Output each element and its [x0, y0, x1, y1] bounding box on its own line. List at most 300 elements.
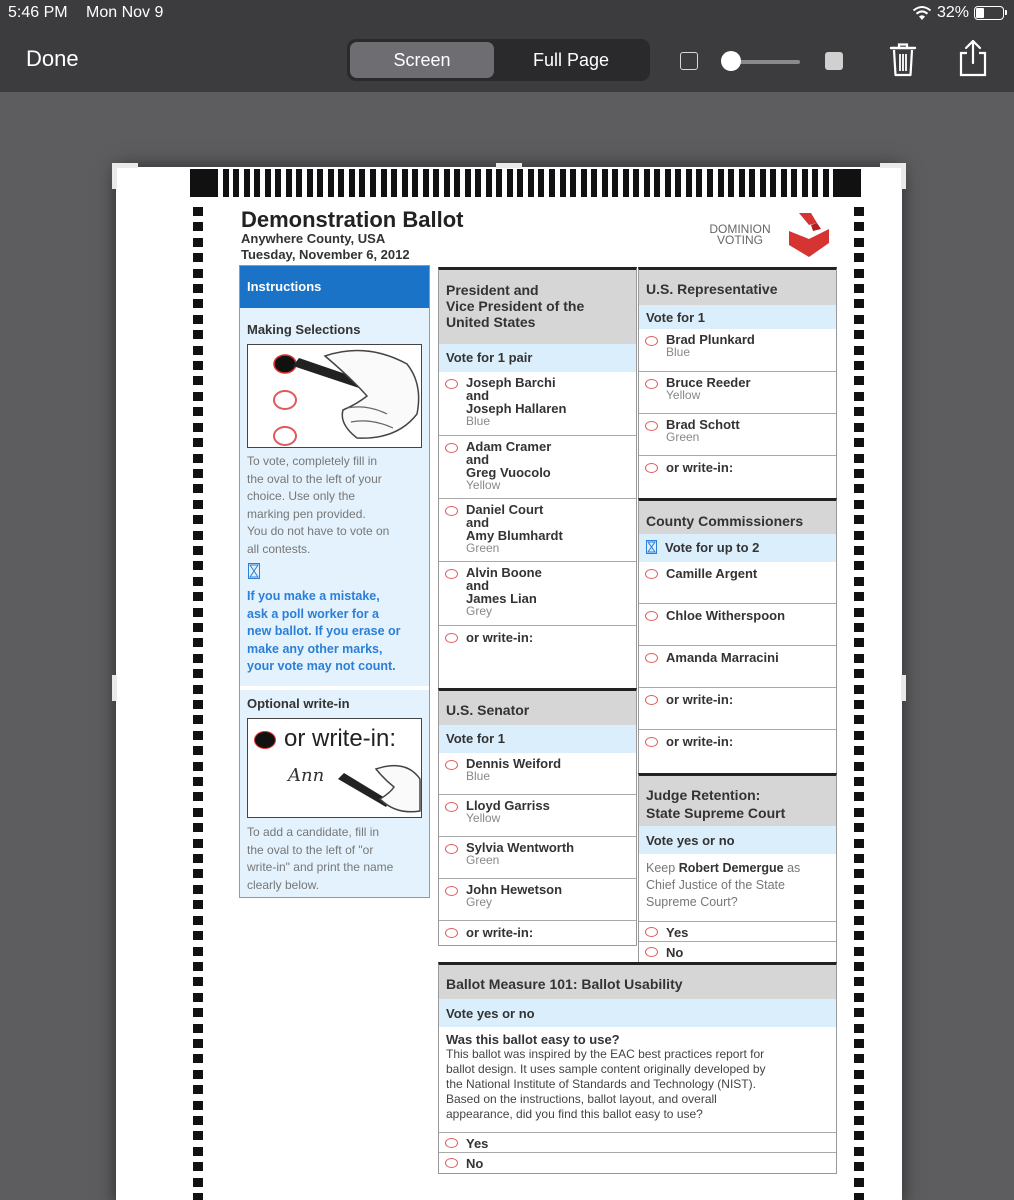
- yes-row[interactable]: [439, 1132, 836, 1153]
- candidate-name: Amy Blumhardt: [466, 528, 563, 543]
- timing-mark: [854, 962, 864, 971]
- barcode-bar: [223, 169, 229, 197]
- president-header: [439, 270, 636, 344]
- timing-mark: [854, 284, 864, 293]
- vote-oval[interactable]: [445, 760, 458, 770]
- barcode-bar: [749, 169, 755, 197]
- timing-mark: [854, 1116, 864, 1125]
- warn-line: make any other marks,: [247, 641, 383, 656]
- timing-mark: [854, 423, 864, 432]
- candidate-row[interactable]: [639, 646, 836, 688]
- barcode-bar: [254, 169, 260, 197]
- timing-mark: [193, 715, 203, 724]
- timing-mark: [854, 484, 864, 493]
- writein-line: clearly below.: [247, 877, 320, 892]
- warn-line: your vote may not count.: [247, 659, 396, 673]
- timing-mark: [193, 315, 203, 324]
- candidate-row[interactable]: [439, 795, 636, 837]
- barcode-bar: [244, 169, 250, 197]
- writein-label: or write-in:: [666, 734, 734, 749]
- contest-county-commissioners: [638, 498, 837, 776]
- q-keep: Keep: [646, 861, 676, 875]
- header-line: United States: [446, 314, 536, 330]
- writein-label: or write-in:: [666, 460, 734, 475]
- no-label: No: [466, 1156, 484, 1171]
- timing-mark: [193, 1024, 203, 1033]
- representative-header: U.S. Representative: [639, 270, 836, 305]
- ballot-county: Anywhere County, USA: [241, 231, 386, 246]
- timing-mark: [193, 222, 203, 231]
- timing-mark: [193, 1070, 203, 1079]
- warn-line: If you make a mistake,: [247, 589, 380, 603]
- timing-mark: [193, 531, 203, 540]
- timing-mark: [193, 608, 203, 617]
- timing-mark: [193, 869, 203, 878]
- vote-oval[interactable]: [445, 569, 458, 579]
- senator-vote-for: Vote for 1: [439, 725, 636, 753]
- candidate-name: Dennis Weiford: [466, 756, 562, 771]
- barcode-bar: [486, 169, 492, 197]
- barcode-bar: [538, 169, 544, 197]
- contest-judge-retention: [638, 773, 837, 963]
- barcode-bar: [381, 169, 387, 197]
- writein-row[interactable]: [639, 688, 836, 730]
- candidate-row[interactable]: [439, 837, 636, 879]
- timing-mark: [193, 253, 203, 262]
- candidate-and: and: [466, 515, 490, 530]
- candidate-name: James Lian: [466, 591, 537, 606]
- timing-mark: [193, 977, 203, 986]
- screen-fullpage-segmented-control: [347, 39, 650, 81]
- timing-mark: [854, 869, 864, 878]
- timing-mark: [854, 762, 864, 771]
- timing-mark: [193, 777, 203, 786]
- vote-oval[interactable]: [445, 1138, 458, 1148]
- timing-mark: [193, 423, 203, 432]
- body-line: the National Institute of Standards and Technology (NIST).: [446, 1077, 756, 1091]
- timing-mark: [854, 947, 864, 956]
- timing-mark: [854, 900, 864, 909]
- timing-mark: [193, 839, 203, 848]
- filled-oval-icon: [254, 731, 276, 749]
- contest-representative: [638, 267, 837, 499]
- timing-mark: [854, 608, 864, 617]
- timing-mark: [854, 885, 864, 894]
- measure-body: [446, 1047, 836, 1122]
- crop-handle[interactable]: [901, 675, 906, 701]
- vote-oval[interactable]: [445, 844, 458, 854]
- barcode-bar: [275, 169, 281, 197]
- timing-mark: [193, 808, 203, 817]
- timing-mark: [193, 762, 203, 771]
- timing-mark: [854, 1039, 864, 1048]
- crop-handle[interactable]: [901, 163, 906, 189]
- timing-mark: [854, 823, 864, 832]
- ballot-page: [116, 167, 902, 1200]
- barcode-bar: [560, 169, 566, 197]
- barcode-bar: [412, 169, 418, 197]
- candidate-row[interactable]: [439, 753, 636, 795]
- candidate-row[interactable]: [439, 562, 636, 626]
- barcode-bar: [465, 169, 471, 197]
- timing-mark: [854, 1147, 864, 1156]
- judge-name: Robert Demergue: [678, 861, 784, 875]
- barcode-bar: [402, 169, 408, 197]
- ballot-barcode: [190, 169, 862, 197]
- timing-mark: [854, 269, 864, 278]
- timing-mark: [193, 746, 203, 755]
- barcode-bar: [233, 169, 239, 197]
- q-line: Supreme Court?: [646, 895, 738, 909]
- writein-label: or write-in:: [666, 692, 734, 707]
- timing-mark: [193, 854, 203, 863]
- body-line: ballot design. It uses sample content originally developed by: [446, 1062, 766, 1076]
- candidate-name: Sylvia Wentworth: [466, 840, 575, 855]
- timing-mark: [854, 931, 864, 940]
- barcode-bar: [770, 169, 776, 197]
- barcode-bar: [349, 169, 355, 197]
- share-icon[interactable]: [955, 38, 991, 78]
- timing-mark: [193, 1054, 203, 1063]
- vote-oval[interactable]: [645, 653, 658, 663]
- body-line: This ballot was inspired by the EAC best practices report for: [446, 1047, 765, 1061]
- vote-oval[interactable]: [445, 886, 458, 896]
- writein-row[interactable]: [639, 456, 836, 500]
- barcode-bar: [496, 169, 502, 197]
- timing-mark: [193, 823, 203, 832]
- barcode-bar: [190, 169, 218, 197]
- candidate-party: Blue: [466, 414, 491, 428]
- timing-mark: [854, 715, 864, 724]
- timing-mark: [854, 207, 864, 216]
- candidate-name: Alvin Boone: [466, 565, 542, 580]
- ballot-date: Tuesday, November 6, 2012: [241, 247, 410, 262]
- header-line: Judge Retention:: [646, 787, 761, 803]
- timing-mark: [193, 731, 203, 740]
- vote-oval[interactable]: [445, 443, 458, 453]
- timing-mark: [193, 947, 203, 956]
- battery-icon: [974, 6, 1004, 20]
- q-as: as: [787, 861, 801, 875]
- timing-mark: [193, 993, 203, 1002]
- trash-icon[interactable]: [884, 40, 922, 78]
- dominion-logo: [699, 209, 834, 257]
- writein-line: write-in" and print the name: [247, 860, 394, 874]
- candidate-name: Joseph Barchi: [466, 375, 556, 390]
- timing-marks-right: [854, 207, 864, 1200]
- timing-mark: [854, 792, 864, 801]
- writein-instructions: [247, 824, 429, 894]
- body-line: Based on the instructions, ballot layout, and overall: [446, 1092, 717, 1106]
- writein-row[interactable]: [439, 626, 636, 690]
- candidate-name: Adam Cramer: [466, 439, 552, 454]
- timing-mark: [854, 376, 864, 385]
- candidate-row[interactable]: [439, 879, 636, 921]
- timing-mark: [854, 330, 864, 339]
- barcode-bar: [696, 169, 702, 197]
- timing-mark: [193, 1178, 203, 1187]
- crop-handle[interactable]: [496, 163, 522, 168]
- vote-oval[interactable]: [645, 379, 658, 389]
- barcode-bar: [317, 169, 323, 197]
- instr-line: the oval to the left of your: [247, 471, 382, 486]
- timing-mark: [193, 438, 203, 447]
- timing-mark: [854, 1085, 864, 1094]
- timing-mark: [854, 700, 864, 709]
- barcode-bar: [833, 169, 861, 197]
- barcode-bar: [602, 169, 608, 197]
- timing-mark: [193, 885, 203, 894]
- vote-oval[interactable]: [645, 947, 658, 957]
- done-button[interactable]: Done: [26, 46, 79, 71]
- barcode-bar: [812, 169, 818, 197]
- tab-screen[interactable]: Screen: [350, 42, 494, 78]
- timing-mark: [854, 515, 864, 524]
- no-label: No: [666, 945, 684, 960]
- vote-oval[interactable]: [645, 927, 658, 937]
- battery-percent: 32%: [936, 4, 969, 21]
- timing-mark: [854, 577, 864, 586]
- candidate-row[interactable]: [639, 604, 836, 646]
- timing-mark: [854, 531, 864, 540]
- barcode-bar: [391, 169, 397, 197]
- writein-line: To add a candidate, fill in: [247, 825, 380, 839]
- vote-oval[interactable]: [645, 463, 658, 473]
- instructions-header: Instructions: [240, 266, 429, 308]
- candidate-name: Brad Schott: [666, 417, 740, 432]
- timing-mark: [193, 1131, 203, 1140]
- barcode-bar: [654, 169, 660, 197]
- timing-mark: [854, 1070, 864, 1079]
- barcode-bar: [475, 169, 481, 197]
- barcode-bar: [644, 169, 650, 197]
- vote-oval[interactable]: [445, 928, 458, 938]
- candidate-name: Brad Plunkard: [666, 332, 755, 347]
- candidate-and: and: [466, 452, 490, 467]
- vote-for-text: Vote for up to 2: [665, 540, 760, 555]
- timing-mark: [854, 1162, 864, 1171]
- writein-row[interactable]: [439, 921, 636, 947]
- vote-oval[interactable]: [645, 695, 658, 705]
- timing-mark: [854, 685, 864, 694]
- timing-mark: [193, 916, 203, 925]
- no-row[interactable]: [639, 942, 836, 963]
- ballot-title: Demonstration Ballot: [241, 207, 464, 232]
- timing-mark: [854, 854, 864, 863]
- timing-mark: [854, 1178, 864, 1187]
- timing-mark: [193, 962, 203, 971]
- writein-example-label: or write-in:: [284, 725, 397, 752]
- barcode-bar: [517, 169, 523, 197]
- timing-mark: [854, 438, 864, 447]
- candidate-party: Grey: [466, 604, 493, 618]
- header-line: Vice President of the: [446, 298, 585, 314]
- optional-writein-heading: Optional write-in: [247, 696, 350, 711]
- timing-mark: [193, 654, 203, 663]
- candidate-party: Blue: [666, 345, 691, 359]
- vote-oval[interactable]: [645, 421, 658, 431]
- barcode-bar: [623, 169, 629, 197]
- screenshot-toolbar: [0, 26, 1014, 92]
- candidate-party: Blue: [466, 769, 491, 783]
- timing-mark: [854, 546, 864, 555]
- vote-oval[interactable]: [645, 336, 658, 346]
- timing-mark: [854, 454, 864, 463]
- timing-mark: [193, 1039, 203, 1048]
- timing-mark: [193, 454, 203, 463]
- tab-full-page[interactable]: Full Page: [532, 50, 610, 70]
- candidate-row[interactable]: [439, 372, 636, 436]
- timing-mark: [854, 361, 864, 370]
- barcode-bar: [612, 169, 618, 197]
- timing-mark: [193, 207, 203, 216]
- timing-mark: [193, 638, 203, 647]
- barcode-bar: [528, 169, 534, 197]
- barcode-bar: [675, 169, 681, 197]
- writein-label: or write-in:: [466, 630, 534, 645]
- writein-row[interactable]: [639, 730, 836, 775]
- timing-mark: [193, 669, 203, 678]
- header-line: State Supreme Court: [646, 805, 786, 821]
- logo-text-1: DOMINION: [709, 222, 771, 236]
- barcode-bar: [338, 169, 344, 197]
- barcode-bar: [549, 169, 555, 197]
- timing-mark: [193, 1008, 203, 1017]
- timing-mark: [193, 330, 203, 339]
- candidate-party: Green: [466, 853, 500, 867]
- vote-oval[interactable]: [645, 569, 658, 579]
- candidate-name: Amanda Marracini: [666, 650, 779, 665]
- timing-mark: [854, 669, 864, 678]
- timing-mark: [854, 623, 864, 632]
- instructions-text: [247, 453, 427, 558]
- q-line: Chief Justice of the State: [646, 878, 785, 892]
- timing-mark: [854, 238, 864, 247]
- candidate-row[interactable]: [439, 499, 636, 562]
- senator-header: U.S. Senator: [439, 691, 636, 725]
- timing-mark: [854, 407, 864, 416]
- barcode-bar: [444, 169, 450, 197]
- divider: [240, 686, 429, 690]
- timing-mark: [854, 1008, 864, 1017]
- timing-mark: [193, 792, 203, 801]
- instr-line: choice. Use only the: [247, 489, 356, 503]
- writein-label: or write-in:: [466, 925, 534, 940]
- timing-mark: [193, 1116, 203, 1125]
- barcode-bar: [581, 169, 587, 197]
- making-selections-heading: Making Selections: [247, 322, 361, 337]
- fill-oval-illustration: [247, 344, 422, 448]
- crop-handle[interactable]: [112, 163, 117, 189]
- candidate-row[interactable]: [439, 436, 636, 499]
- barcode-bar: [781, 169, 787, 197]
- vote-oval[interactable]: [445, 379, 458, 389]
- timing-mark: [854, 808, 864, 817]
- mistake-warning: [247, 588, 429, 676]
- writein-handwriting: Ann: [288, 765, 325, 786]
- instructions-panel: [239, 265, 430, 898]
- timing-mark: [193, 623, 203, 632]
- timing-mark: [193, 500, 203, 509]
- timing-mark: [193, 700, 203, 709]
- timing-mark: [193, 346, 203, 355]
- timing-mark: [854, 561, 864, 570]
- barcode-bar: [760, 169, 766, 197]
- status-bar: [0, 0, 1014, 26]
- barcode-bar: [370, 169, 376, 197]
- timing-mark: [193, 1147, 203, 1156]
- timing-marks-left: [193, 207, 203, 1200]
- timing-mark: [193, 484, 203, 493]
- timing-mark: [854, 916, 864, 925]
- candidate-and: and: [466, 388, 490, 403]
- vote-oval[interactable]: [645, 611, 658, 621]
- timing-mark: [193, 238, 203, 247]
- crop-handle[interactable]: [112, 675, 117, 701]
- measure-header: Ballot Measure 101: Ballot Usability: [439, 965, 836, 999]
- measure-vote-for: Vote yes or no: [439, 999, 836, 1027]
- candidate-name: Camille Argent: [666, 566, 758, 581]
- timing-mark: [193, 685, 203, 694]
- barcode-bar: [591, 169, 597, 197]
- timing-mark: [193, 376, 203, 385]
- vote-oval[interactable]: [445, 802, 458, 812]
- warn-line: new ballot. If you erase or: [247, 624, 401, 638]
- opacity-min-icon: [680, 52, 698, 70]
- timing-mark: [193, 1101, 203, 1110]
- no-row[interactable]: [439, 1153, 836, 1174]
- yes-row[interactable]: [639, 921, 836, 942]
- writein-line: the oval to the left of "or: [247, 842, 374, 857]
- wifi-icon: [912, 5, 932, 21]
- timing-mark: [854, 638, 864, 647]
- vote-oval[interactable]: [645, 737, 658, 747]
- timing-mark: [193, 515, 203, 524]
- vote-oval[interactable]: [445, 1158, 458, 1168]
- pen-hand-icon: [336, 749, 422, 815]
- timing-mark: [193, 284, 203, 293]
- candidate-row[interactable]: [639, 414, 836, 456]
- timing-mark: [854, 1101, 864, 1110]
- timing-mark: [854, 839, 864, 848]
- vote-oval[interactable]: [445, 506, 458, 516]
- vote-oval[interactable]: [445, 633, 458, 643]
- hourglass-icon: [248, 563, 260, 579]
- candidate-row[interactable]: [639, 372, 836, 414]
- candidate-row[interactable]: [639, 329, 836, 372]
- timing-mark: [193, 577, 203, 586]
- candidate-name: Joseph Hallaren: [466, 401, 567, 416]
- candidate-row[interactable]: [639, 562, 836, 604]
- dominion-mark-icon: [787, 209, 831, 257]
- opacity-slider-knob[interactable]: [721, 51, 741, 71]
- timing-mark: [193, 561, 203, 570]
- candidate-name: Daniel Court: [466, 502, 544, 517]
- representative-vote-for: Vote for 1: [639, 305, 836, 329]
- timing-mark: [854, 977, 864, 986]
- barcode-bar: [686, 169, 692, 197]
- timing-mark: [854, 777, 864, 786]
- header-line: President and: [446, 282, 539, 298]
- timing-mark: [854, 731, 864, 740]
- judge-vote-for: Vote yes or no: [639, 826, 836, 854]
- timing-mark: [193, 592, 203, 601]
- timing-mark: [193, 407, 203, 416]
- timing-mark: [854, 1193, 864, 1200]
- timing-mark: [854, 469, 864, 478]
- timing-mark: [854, 1131, 864, 1140]
- candidate-party: Yellow: [466, 478, 501, 492]
